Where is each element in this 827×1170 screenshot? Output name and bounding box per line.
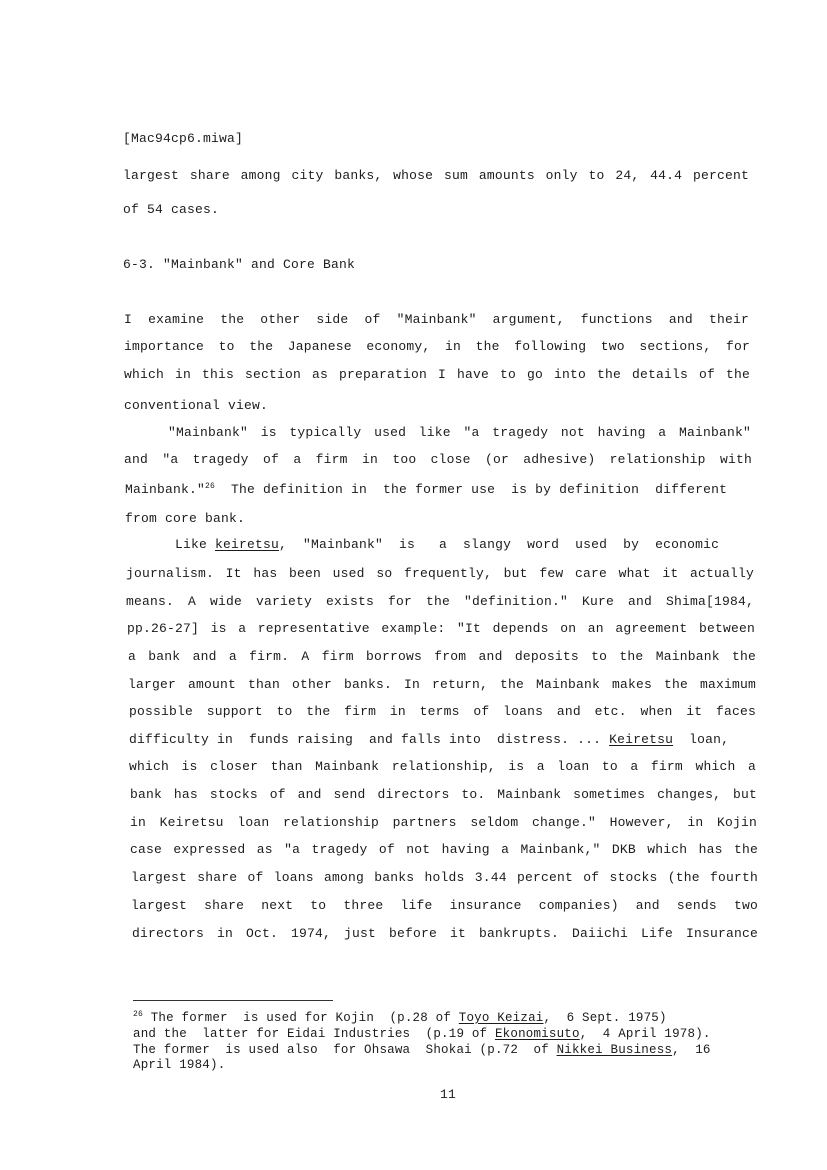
source-title: Nikkei Business bbox=[556, 1043, 673, 1057]
file-tag: [Mac94cp6.miwa] bbox=[123, 131, 244, 146]
body-text: Mainbank." bbox=[125, 482, 206, 497]
body-text: difficulty in funds raising and falls into distress. ... bbox=[129, 732, 610, 747]
body-line: in Keiretsu loan relationship partners seldom change." However, in Kojin bbox=[130, 815, 757, 830]
footnote-line bbox=[133, 1011, 667, 1025]
footnote-separator bbox=[133, 1000, 333, 1001]
source-title: Ekonomisuto bbox=[494, 1027, 580, 1041]
body-line: of 54 cases. bbox=[123, 202, 220, 217]
body-line: a bank and a firm. A firm borrows from and deposits to the Mainbank the bbox=[128, 649, 756, 664]
body-line bbox=[175, 537, 719, 553]
body-line: largest share among city banks, whose sum amounts only to 24, 44.4 percent bbox=[123, 168, 749, 183]
body-line: case expressed as "a tragedy of not having a Mainbank," DKB which has the bbox=[130, 842, 758, 857]
footnote-text: and the latter for Eidai Industries (p.19 of bbox=[133, 1027, 495, 1041]
body-text: , "Mainbank" is a slangy word used by economic bbox=[279, 537, 720, 552]
body-line: I examine the other side of "Mainbank" argument, functions and their bbox=[124, 312, 749, 327]
body-line: which is closer than Mainbank relationship, is a loan to a firm which a bbox=[129, 759, 756, 774]
body-line: possible support to the firm in terms of loans and etc. when it faces bbox=[129, 704, 756, 719]
body-line: largest share next to three life insurance companies) and sends two bbox=[131, 898, 758, 913]
term-keiretsu: keiretsu bbox=[215, 537, 280, 552]
footnote-text: , 16 bbox=[672, 1043, 711, 1057]
body-line: directors in Oct. 1974, just before it bankrupts. Daiichi Life Insurance bbox=[132, 926, 758, 941]
body-line: means. A wide variety exists for the "definition." Kure and Shima[1984, bbox=[126, 594, 754, 609]
footnote-line: April 1984). bbox=[133, 1058, 226, 1072]
body-line: importance to the Japanese economy, in the following two sections, for bbox=[124, 339, 750, 354]
footnote-line bbox=[133, 1043, 711, 1057]
body-line: which in this section as preparation I have to go into the details of the bbox=[124, 367, 750, 382]
footnote-text: , 6 Sept. 1975) bbox=[543, 1011, 667, 1025]
body-line bbox=[125, 482, 727, 498]
section-heading: 6-3. "Mainbank" and Core Bank bbox=[123, 257, 356, 272]
body-text: The definition in the former use is by definition different bbox=[215, 482, 728, 497]
body-line: larger amount than other banks. In return, the Mainbank makes the maximum bbox=[128, 677, 756, 692]
body-line: bank has stocks of and send directors to. Mainbank sometimes changes, but bbox=[130, 787, 757, 802]
term-keiretsu: Keiretsu bbox=[609, 732, 674, 747]
body-line: largest share of loans among banks holds 3.44 percent of stocks (the fourth bbox=[131, 870, 758, 885]
body-line: conventional view. bbox=[124, 398, 269, 413]
body-line: from core bank. bbox=[125, 511, 246, 526]
body-line bbox=[129, 732, 729, 748]
footnote-text: , 4 April 1978). bbox=[579, 1027, 711, 1041]
body-line: "Mainbank" is typically used like "a tragedy not having a Mainbank" bbox=[168, 425, 751, 440]
footnote-line bbox=[133, 1027, 711, 1041]
footnote-text: The former is used also for Ohsawa Shokai (p.72 of bbox=[133, 1043, 557, 1057]
body-line: and "a tragedy of a firm in too close (or adhesive) relationship with bbox=[124, 452, 752, 467]
source-title: Toyo Keizai bbox=[458, 1011, 544, 1025]
body-line: journalism. It has been used so frequently, but few care what it actually bbox=[126, 566, 754, 581]
body-text: loan, bbox=[673, 732, 730, 747]
page-number: 11 bbox=[440, 1087, 457, 1102]
body-line: pp.26-27] is a representative example: "It depends on an agreement between bbox=[127, 621, 755, 636]
footnote-text: The former is used for Kojin (p.28 of bbox=[143, 1011, 459, 1025]
footnote-number: 26 bbox=[133, 1010, 144, 1019]
footnote-ref: 26 bbox=[205, 482, 216, 491]
body-text: Like bbox=[175, 537, 216, 552]
